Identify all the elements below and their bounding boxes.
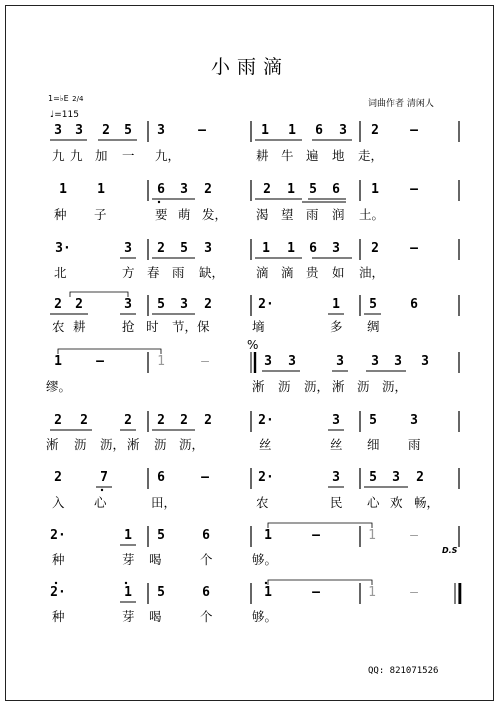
lyric-char: 走，: [358, 148, 384, 163]
lyric-char: 农: [256, 495, 269, 510]
note: 1: [287, 241, 295, 256]
note: 2·: [258, 297, 274, 312]
note: 2: [371, 123, 379, 138]
note: –: [410, 585, 418, 600]
lyric-char: 春: [147, 265, 160, 280]
lyric-char: 绸: [367, 319, 380, 334]
lyric-char: 遍: [306, 148, 319, 163]
note: 2: [124, 413, 132, 428]
note: 5: [369, 297, 377, 312]
note: 3: [54, 123, 62, 138]
note: 2: [263, 182, 271, 197]
lyric-char: 个: [200, 609, 213, 624]
tempo-marking: ♩=115: [50, 110, 79, 120]
lyric-char: 种: [54, 207, 67, 222]
note: 1: [97, 182, 105, 197]
lyric-char: 北: [54, 265, 67, 280]
note: 2: [204, 182, 212, 197]
note: 3: [180, 182, 188, 197]
note: 3·: [55, 241, 71, 256]
note: 2: [157, 413, 165, 428]
contact-qq: QQ: 821071526: [368, 666, 439, 676]
lyric-char: 沥，: [179, 437, 205, 452]
note: 3: [371, 354, 379, 369]
lyric-char: 丝: [330, 437, 343, 452]
lyric-char: 种: [52, 609, 65, 624]
note: 3: [339, 123, 347, 138]
lyric-char: 九，: [155, 148, 181, 163]
note: –: [198, 123, 206, 138]
note: 2: [80, 413, 88, 428]
lyric-char: 细: [367, 437, 380, 452]
lyric-char: 雨: [306, 207, 319, 222]
lyric-char: 种: [52, 552, 65, 567]
note: 1: [124, 585, 132, 600]
note: –: [410, 241, 418, 256]
note: 3: [410, 413, 418, 428]
lyric-char: 抢: [122, 319, 135, 334]
lyric-char: 沥: [154, 437, 167, 452]
lyric-char: 节，: [172, 319, 198, 334]
note: 1: [124, 528, 132, 543]
lyric-char: 沥: [74, 437, 87, 452]
lyric-char: 保: [197, 319, 210, 334]
lyric-char: 田，: [151, 495, 177, 510]
note: 6: [157, 182, 165, 197]
segno-sign: %: [247, 338, 259, 352]
lyric-char: 缪。: [46, 379, 72, 394]
tie-slur: [58, 349, 161, 354]
note: –: [410, 123, 418, 138]
lyric-char: 耕: [256, 148, 269, 163]
note: 2: [75, 297, 83, 312]
note: 3: [332, 413, 340, 428]
lyric-char: 望: [281, 207, 294, 222]
lyric-char: 方: [122, 265, 135, 280]
lyric-char: 多: [330, 319, 343, 334]
note: 3: [392, 470, 400, 485]
note: 3: [124, 297, 132, 312]
note: 6: [332, 182, 340, 197]
lyric-char: 入: [52, 495, 65, 510]
lyric-char: 畅，: [414, 495, 440, 510]
note: 1: [371, 182, 379, 197]
lyric-char: 雨: [408, 437, 421, 452]
note: 2: [180, 413, 188, 428]
note: 3: [180, 297, 188, 312]
note: 2·: [258, 470, 274, 485]
note: 5: [157, 297, 165, 312]
note: 3: [157, 123, 165, 138]
note: 5: [124, 123, 132, 138]
lyric-char: 如: [332, 265, 345, 280]
note: 3: [264, 354, 272, 369]
note: 2: [54, 470, 62, 485]
key-text: 1=♭E: [48, 94, 69, 103]
lyric-char: 雨: [172, 265, 185, 280]
lyric-char: 心: [94, 495, 107, 510]
octave-dot-high: [125, 582, 127, 584]
lyric-char: 欢: [390, 495, 403, 510]
lyric-char: 丝: [259, 437, 272, 452]
lyric-char: 牛: [281, 148, 294, 163]
lyric-char: 喝: [149, 609, 162, 624]
lyric-char: 贵: [306, 265, 319, 280]
note: 5: [369, 470, 377, 485]
octave-dot-high: [55, 582, 57, 584]
note: 6: [309, 241, 317, 256]
note: –: [410, 182, 418, 197]
lyric-char: 九: [52, 148, 65, 163]
lyric-char: 土。: [359, 207, 385, 222]
note: 3: [332, 470, 340, 485]
lyric-char: 个: [200, 552, 213, 567]
note: 1: [54, 354, 62, 369]
note: 3: [124, 241, 132, 256]
note: 2·: [258, 413, 274, 428]
lyric-char: 滴: [281, 265, 294, 280]
note: 1: [264, 585, 272, 600]
note: 6: [202, 528, 210, 543]
note: 5: [369, 413, 377, 428]
octave-dot-high: [265, 582, 267, 584]
lyric-char: 沥，: [382, 379, 408, 394]
lyric-char: 墒: [252, 319, 265, 334]
note: 3: [75, 123, 83, 138]
note: 2·: [50, 528, 66, 543]
note: 3: [421, 354, 429, 369]
lyric-char: 一: [122, 148, 135, 163]
note: 1: [262, 241, 270, 256]
lyric-char: 要: [155, 207, 168, 222]
note: 1: [261, 123, 269, 138]
note: 6: [202, 585, 210, 600]
lyric-char: 民: [330, 495, 343, 510]
lyric-char: 沥，: [100, 437, 126, 452]
note: 5: [180, 241, 188, 256]
note: 1: [368, 585, 376, 600]
lyric-char: 地: [332, 148, 345, 163]
lyric-char: 九: [70, 148, 83, 163]
note: 3: [288, 354, 296, 369]
note: 2: [204, 413, 212, 428]
note: 2: [102, 123, 110, 138]
note: 2: [416, 470, 424, 485]
lyric-char: 耕: [73, 319, 86, 334]
lyric-char: 沥: [357, 379, 370, 394]
note: 2: [54, 297, 62, 312]
lyric-char: 子: [94, 207, 107, 222]
lyric-char: 喝: [149, 552, 162, 567]
octave-dot-low: [101, 489, 103, 491]
lyric-char: 淅: [252, 379, 265, 394]
lyric-char: 心: [367, 495, 380, 510]
note: 1: [157, 354, 165, 369]
lyric-char: 农: [52, 319, 65, 334]
lyric-char: 油，: [359, 265, 385, 280]
note: 2·: [50, 585, 66, 600]
note: –: [201, 354, 209, 369]
note: 6: [315, 123, 323, 138]
note: 2: [157, 241, 165, 256]
lyric-char: 滴: [256, 265, 269, 280]
note: 5: [309, 182, 317, 197]
lyric-char: 淅: [332, 379, 345, 394]
note: 3: [394, 354, 402, 369]
composer-credit: 词曲作者 清闲人: [368, 99, 434, 109]
note: 3: [336, 354, 344, 369]
time-signature: 2/4: [72, 95, 84, 103]
note: 5: [157, 528, 165, 543]
note: –: [201, 470, 209, 485]
lyric-char: 芽: [122, 552, 135, 567]
note: 2: [54, 413, 62, 428]
lyric-char: 够。: [252, 552, 278, 567]
lyric-char: 淅: [46, 437, 59, 452]
note: 5: [157, 585, 165, 600]
note: 6: [410, 297, 418, 312]
lyric-char: 发，: [202, 207, 228, 222]
lyric-char: 沥: [278, 379, 291, 394]
lyric-char: 时: [146, 319, 159, 334]
note: 1: [59, 182, 67, 197]
note: –: [312, 585, 320, 600]
lyric-char: 润: [332, 207, 345, 222]
note: 3: [332, 241, 340, 256]
note: 7: [100, 470, 108, 485]
lyric-char: 沥，: [304, 379, 330, 394]
note: 1: [332, 297, 340, 312]
lyric-char: 加: [95, 148, 108, 163]
note: 1: [264, 528, 272, 543]
note: –: [312, 528, 320, 543]
lyric-char: 萌: [178, 207, 191, 222]
song-title: 小雨滴: [210, 56, 289, 78]
note: 1: [368, 528, 376, 543]
ds-marking: D.S: [442, 546, 458, 555]
lyric-char: 渴: [256, 207, 269, 222]
note: 1: [287, 182, 295, 197]
note: 2: [204, 297, 212, 312]
note: 1: [288, 123, 296, 138]
note: 2: [371, 241, 379, 256]
note: 3: [204, 241, 212, 256]
note: 6: [157, 470, 165, 485]
lyric-char: 够。: [252, 609, 278, 624]
lyric-char: 淅: [127, 437, 140, 452]
lyric-char: 芽: [122, 609, 135, 624]
note: –: [96, 354, 104, 369]
lyric-char: 缺，: [199, 265, 225, 280]
note: –: [410, 528, 418, 543]
octave-dot-low: [158, 201, 160, 203]
